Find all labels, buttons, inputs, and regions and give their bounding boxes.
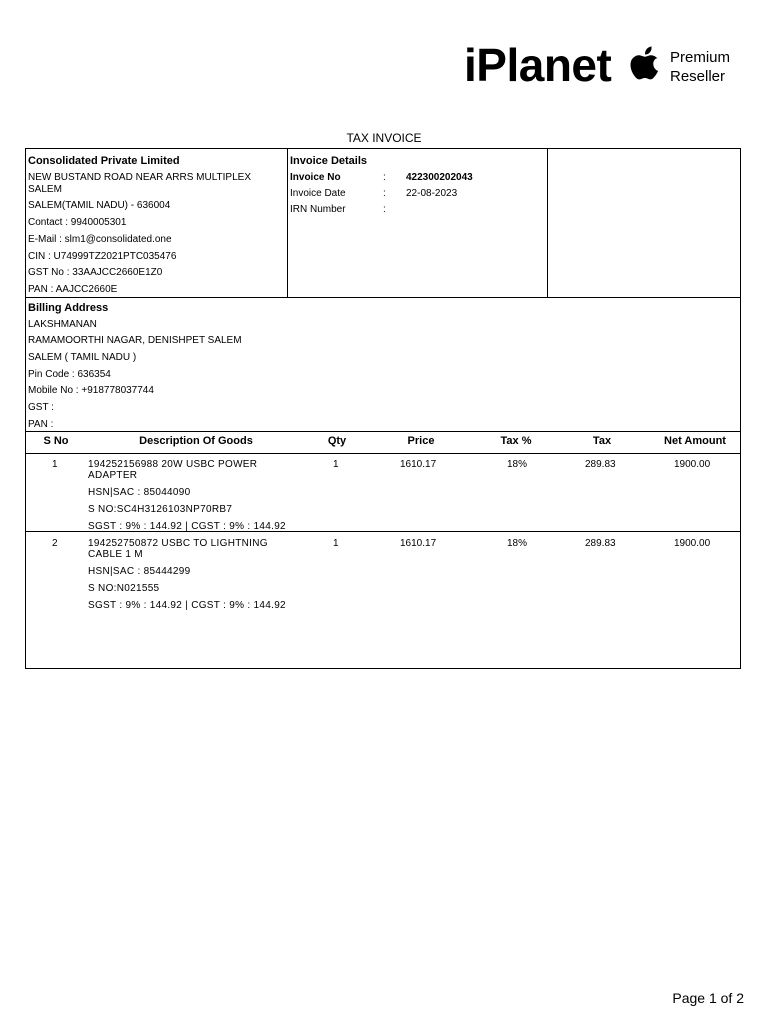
invoice-frame [25,148,741,669]
invoice-no-label: Invoice No [290,172,341,183]
billing-gst: GST : [28,402,54,413]
document-title: TAX INVOICE [346,131,422,145]
col-header-tax-pct: Tax % [500,435,532,447]
invoice-details-heading: Invoice Details [290,155,368,167]
row-tax: 289.83 [585,459,616,470]
divider-header [26,297,740,298]
invoice-no-value: 422300202043 [406,172,473,183]
irn-colon: : [383,204,386,215]
billing-mobile: Mobile No : +918778037744 [28,385,154,396]
billing-pan: PAN : [28,419,54,430]
brand-name: iPlanet [464,39,612,91]
row-net: 1900.00 [674,459,711,470]
col-header-sno: S No [43,435,69,447]
row-tax-pct: 18% [507,459,528,470]
row-sno: 1 [52,459,58,470]
seller-cin: CIN : U74999TZ2021PTC035476 [28,251,177,262]
row-qty: 1 [333,538,339,549]
row-sno: 2 [52,538,58,549]
divider-details-empty [547,149,548,297]
billing-address-line2: SALEM ( TAMIL NADU ) [28,352,137,363]
invoice-no-colon: : [383,172,386,183]
row-tax: 289.83 [585,538,616,549]
seller-address-line2: SALEM [28,184,62,195]
divider-billing [26,431,740,432]
billing-address-line1: RAMAMOORTHI NAGAR, DENISHPET SALEM [28,335,242,346]
apple-logo-icon [627,44,663,86]
tagline-reseller: Reseller [670,68,726,85]
page-number: Page 1 of 2 [672,990,744,1006]
tagline-premium: Premium [670,49,731,66]
col-header-qty: Qty [327,435,347,447]
row-qty: 1 [333,459,339,470]
invoice-date-value: 22-08-2023 [406,188,458,199]
row-tax-split: SGST : 9% : 144.92 | CGST : 9% : 144.92 [88,600,286,611]
billing-name: LAKSHMANAN [28,319,97,330]
invoice-date-label: Invoice Date [290,188,346,199]
row-tax-pct: 18% [507,538,528,549]
divider-seller-details [287,149,288,297]
row-description: 194252156988 20W USBC POWER ADAPTER [88,459,258,481]
row-description: 194252750872 USBC TO LIGHTNING CABLE 1 M [88,538,268,560]
billing-heading: Billing Address [28,302,109,314]
seller-gst: GST No : 33AAJCC2660E1Z0 [28,267,163,278]
irn-label: IRN Number [290,204,346,215]
seller-address-line1: NEW BUSTAND ROAD NEAR ARRS MULTIPLEX [28,172,251,183]
seller-contact: Contact : 9940005301 [28,217,127,228]
invoice-date-colon: : [383,188,386,199]
row-serial: S NO:SC4H3126103NP70RB7 [88,504,233,515]
reseller-tagline [670,48,730,86]
row-tax-split: SGST : 9% : 144.92 | CGST : 9% : 144.92 [88,521,286,532]
billing-pin: Pin Code : 636354 [28,369,111,380]
seller-address-line3: SALEM(TAMIL NADU) - 636004 [28,200,171,211]
row-hsn: HSN|SAC : 85044090 [88,487,191,498]
divider-table-header [26,453,740,454]
col-header-tax: Tax [592,435,612,447]
col-header-price: Price [407,435,435,447]
seller-pan: PAN : AAJCC2660E [28,284,118,295]
row-price: 1610.17 [400,538,437,549]
seller-email: E-Mail : slm1@consolidated.one [28,234,172,245]
row-net: 1900.00 [674,538,711,549]
row-hsn: HSN|SAC : 85444299 [88,566,191,577]
seller-name: Consolidated Private Limited [28,155,180,167]
row-serial: S NO:N021555 [88,583,160,594]
col-header-description: Description Of Goods [139,435,253,447]
col-header-net-amount: Net Amount [664,435,726,447]
row-price: 1610.17 [400,459,437,470]
